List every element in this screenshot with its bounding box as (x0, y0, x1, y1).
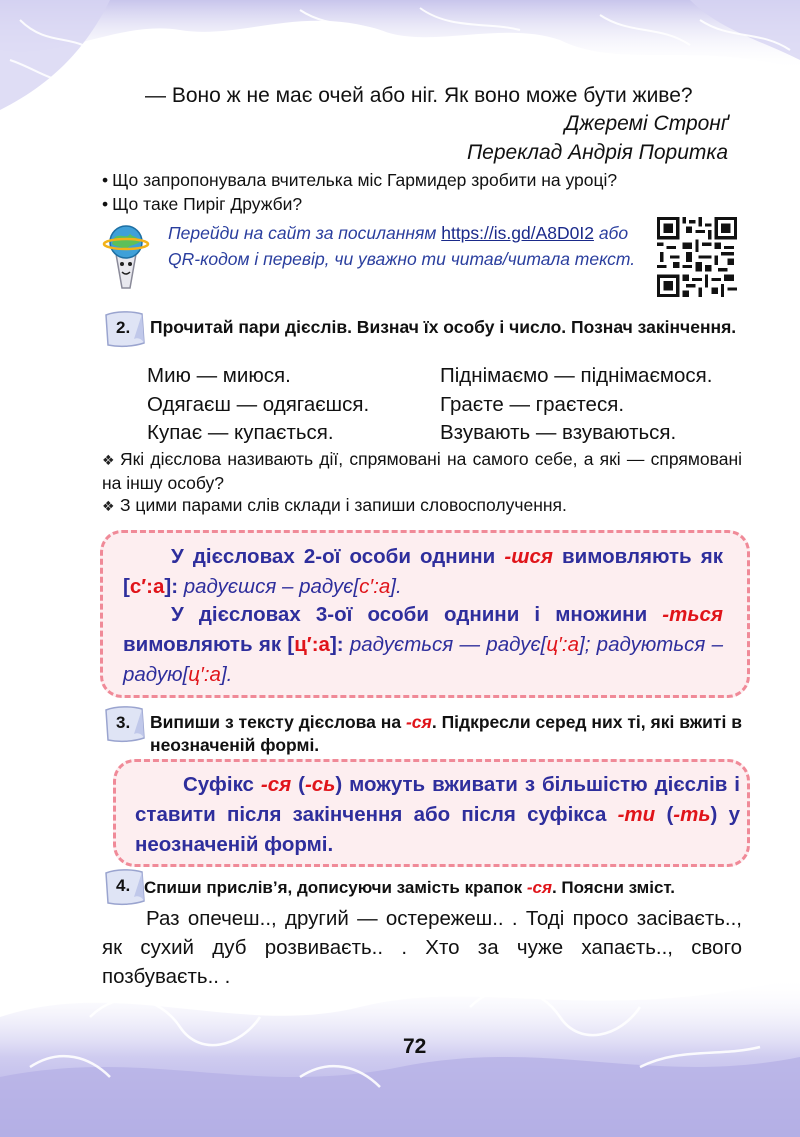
four-diamond-star-icon: ❖ (102, 498, 115, 514)
question-text: Що запропонувала вчителька міс Гармидер зробити на уроці? (112, 170, 618, 190)
question-text: Що таке Пиріг Дружби? (112, 194, 303, 214)
task-number: 3. (116, 713, 131, 732)
task-4-text: Спиши прислів’я, дописуючи замість крапок -ся. Поясни зміст. (144, 878, 675, 897)
story-author: Джеремі Стронґ (564, 112, 728, 135)
rule-suffix-text: Суфікс -ся (-сь) можуть вживати з більшістю дієслів і ставити після закінчення або після суфікса -ти (-ть) у неозначеній формі. (135, 773, 740, 856)
verb-pair: Граєте — граєтеся. (440, 393, 625, 416)
story-translator: Переклад Андрія Поритка (466, 141, 728, 164)
site-link[interactable]: https://is.gd/A8D0I2 (441, 223, 594, 243)
verb-pair: Піднімаємо — піднімаємося. (440, 364, 713, 387)
verb-pair: Одягаєш — одягаєшся. (147, 393, 370, 416)
verb-pair: Взувають — взуваються. (440, 421, 677, 444)
proverb-text: Раз опечеш.., другий — остережеш.. . Тоді просо засіваєть.., як сухий дуб розвиваєть.. . Хто за чуже хапаєть.., свого позбуваєть.. . (102, 907, 742, 988)
question-bullet: • Що запропонувала вчителька міс Гармидер зробити на уроці? (102, 170, 618, 190)
globe-lamp-icon (100, 222, 152, 294)
task-2-text: Прочитай пари дієслів. Визнач їх особу і число. Познач закінчення. (150, 317, 737, 337)
task-2-question: ❖ Які дієслова називають дії, спрямовані на самого себе, а які — спрямовані на іншу особу? (102, 449, 742, 493)
link-instructions: Перейди на сайт за посиланням https://is.gd/A8D0I2 або QR-кодом і перевір, чи уважно ти читав/читала текст. (168, 223, 636, 269)
four-diamond-star-icon: ❖ (102, 452, 115, 468)
verb-pair: Мию — миюся. (147, 364, 291, 387)
story-quote: — Воно ж не має очей або ніг. Як воно може бути живе? (145, 84, 693, 107)
qr-code-icon[interactable] (657, 217, 737, 297)
rule-paragraph-2: У дієсловах 3-ої особи однини і множини -ться вимовляють як [ц′:а]: радується — радує[ц′:а]; радуються – радую[ц′:а]. (123, 603, 723, 686)
rule-paragraph-1: У дієсловах 2-ої особи однини -шся вимовляють як [с′:а]: радуєшся – радує[с′:а]. (123, 545, 723, 598)
task-2-question: ❖ З цими парами слів склади і запиши словосполучення. (102, 494, 742, 518)
question-bullet: • Що таке Пиріг Дружби? (102, 194, 303, 214)
task-number: 4. (116, 876, 131, 895)
page-number: 72 (403, 1035, 427, 1058)
verb-pair: Купає — купається. (147, 421, 334, 444)
task-3-text: Випиши з тексту дієслова на -ся. Підкресли серед них ті, які вжиті в неозначеній формі. (150, 712, 742, 755)
task-number: 2. (116, 318, 131, 337)
